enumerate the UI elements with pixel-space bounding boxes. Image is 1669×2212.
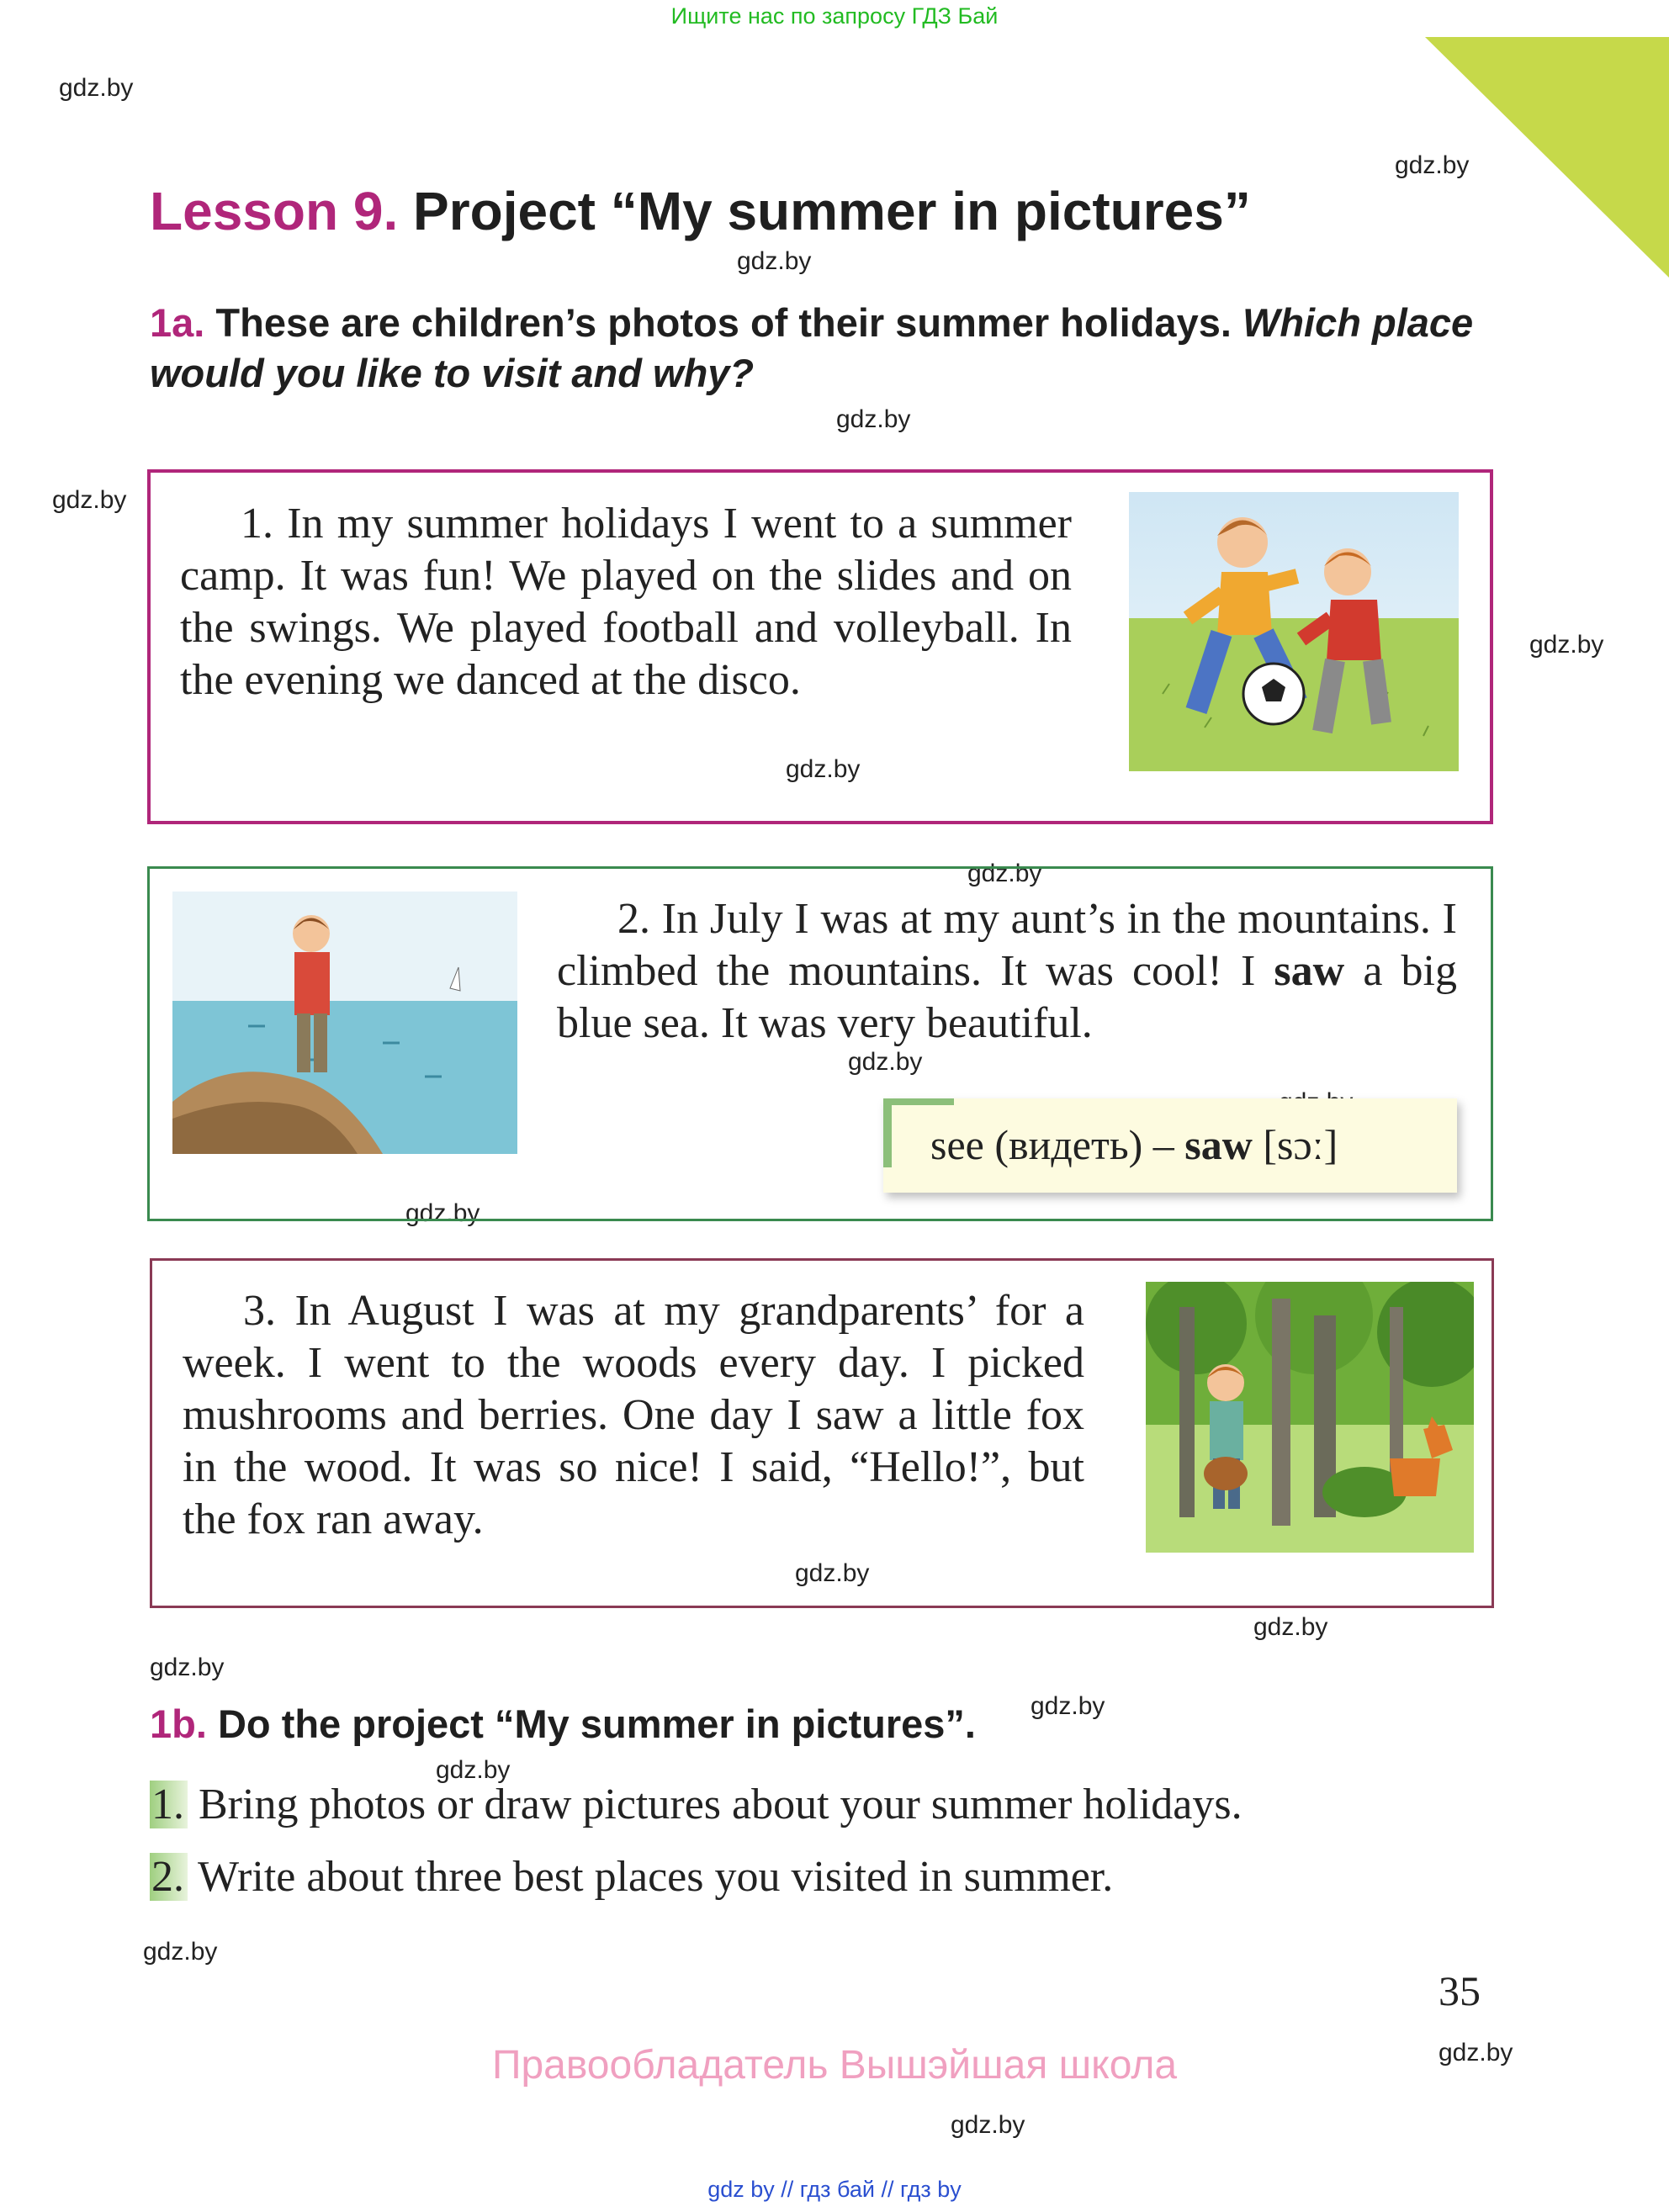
story-2-part2: a big blue sea. It was very beautiful.	[557, 947, 1457, 1047]
watermark: gdz.by	[1439, 2039, 1513, 2066]
copyright-notice: Правообладатель Вышэйшая школа	[491, 2043, 1178, 2088]
watermark: gdz.by	[848, 1048, 923, 1076]
task-number: 1a.	[150, 300, 205, 345]
page-title	[150, 180, 1251, 242]
story-2-text	[557, 893, 1457, 1050]
story-2-part1: 2. In July I was at my aunt’s in the mountains. I climbed the mountains. It was cool! I	[557, 895, 1457, 995]
forest-picture	[1146, 1282, 1474, 1553]
watermark: gdz.by	[436, 1756, 511, 1784]
watermark: gdz.by	[967, 860, 1042, 887]
watermark: gdz.by	[836, 405, 911, 433]
watermark: gdz.by	[786, 755, 861, 783]
watermark: gdz.by	[1529, 631, 1604, 659]
watermark: gdz.by	[1031, 1692, 1105, 1720]
note-accent-bar	[883, 1098, 954, 1105]
task-question: Which place would you like to visit and why?	[150, 300, 1474, 395]
watermark: gdz.by	[405, 1199, 480, 1227]
watermark: gdz.by	[737, 247, 812, 275]
watermark: gdz.by	[59, 74, 134, 102]
watermark: gdz.by	[52, 486, 127, 514]
note-transcription: [sɔː]	[1252, 1121, 1338, 1168]
list-item	[150, 1780, 1242, 1829]
story-2-bold: saw	[1274, 947, 1345, 995]
note-word: see (видеть) –	[930, 1121, 1185, 1168]
step-number: 1.	[150, 1781, 188, 1828]
step-text: Write about three best places you visited in summer.	[188, 1853, 1114, 1901]
footer-links[interactable]: gdz by // гдз бай // гдз by	[707, 2177, 962, 2202]
step-number: 2.	[150, 1853, 188, 1901]
seaside-picture	[172, 892, 517, 1154]
page-number: 35	[1439, 1967, 1481, 2014]
task-number: 1b.	[150, 1701, 207, 1746]
football-picture	[1129, 492, 1459, 771]
note-bold: saw	[1184, 1121, 1253, 1168]
watermark: gdz.by	[951, 2111, 1025, 2139]
watermark: gdz.by	[143, 1938, 218, 1966]
watermark: gdz.by	[795, 1559, 870, 1587]
top-banner[interactable]: Ищите нас по запросу ГДЗ Бай	[670, 3, 999, 29]
lesson-number: Lesson 9.	[150, 181, 399, 241]
watermark: gdz.by	[1395, 151, 1470, 179]
story-1-text: 1. In my summer holidays I went to a summer camp. It was fun! We played on the slides and on the swings. We played football and volleyball. In the evening we danced at the disco.	[180, 500, 1072, 704]
corner-decoration	[1425, 0, 1669, 278]
lesson-title: Project “My summer in pictures”	[413, 181, 1251, 241]
watermark: gdz.by	[150, 1654, 225, 1681]
list-item	[150, 1852, 1113, 1902]
task-text: Do the project “My summer in pictures”.	[217, 1701, 976, 1746]
task-1a	[150, 298, 1492, 399]
task-text: These are children’s photos of their summer holidays.	[215, 300, 1232, 345]
task-1b	[150, 1699, 976, 1749]
note-accent-bar	[883, 1098, 892, 1167]
watermark: gdz.by	[1253, 1613, 1328, 1641]
story-3-text: 3. In August I was at my grandparents’ for a week. I went to the woods every day. I picked mushrooms and berries. One day I saw a little fox in the wood. It was so nice! I said, “Hello!”, but the fox ran away.	[183, 1287, 1084, 1543]
step-text: Bring photos or draw pictures about your summer holidays.	[188, 1781, 1242, 1828]
vocabulary-note	[883, 1098, 1457, 1193]
